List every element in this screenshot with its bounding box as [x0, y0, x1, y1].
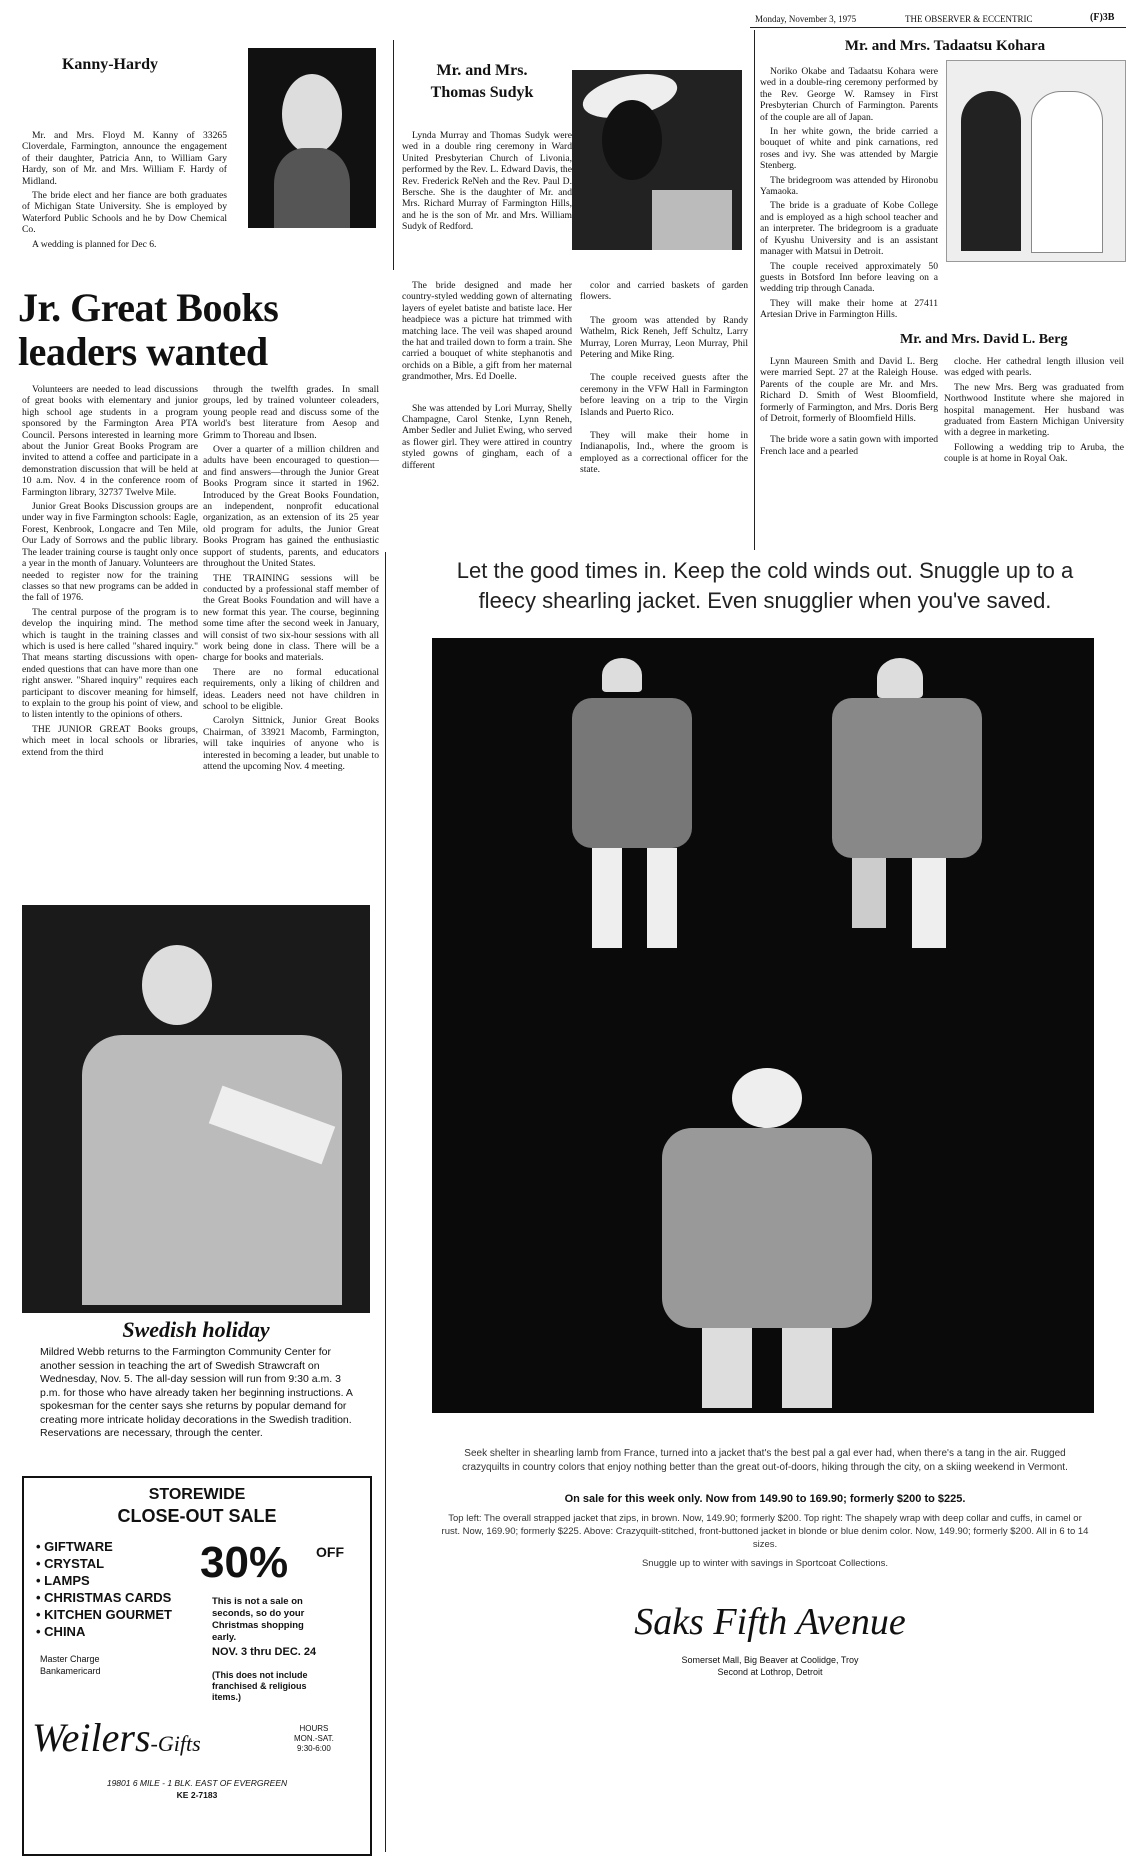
sudyk-title: Mr. and Mrs. Thomas Sudyk [430, 62, 534, 101]
saks-snuggle: Snuggle up to winter with savings in Sportcoat Collections. [641, 1558, 889, 1569]
sudyk-intro: Lynda Murray and Thomas Sudyk were wed in a double ring ceremony in Ward United Presbyterian Church of Livonia, performed by the Rev. L. Edward Davis, the Rev. Frederick ReNeh and the Rev. Paul D. Bersche. She is the daughter of Mr. and Mrs. Richard Murray of Farmington Hills, and he is the son of Mr. and Mrs. William Sudyk of Redford. [402, 130, 572, 233]
page-number: (F)3B [1090, 12, 1115, 23]
saks-copy: Seek shelter in shearling lamb from France, turned into a jacket that's the best pal a gal ever had, when there's a tang in the air. Rugged crazyquilts in country colors that enjoy nothing better than the great out-of-doors, hiking through the city, on a skiing weekend in Vermont. [462, 1448, 1068, 1473]
sudyk-photo [572, 70, 742, 250]
books-headline: Jr. Great Books leaders wanted [18, 285, 279, 374]
kohara-body: Noriko Okabe and Tadaatsu Kohara were wed in a double-ring ceremony performed by the Rev. George W. Ramsey in First Presbyterian Church of Farmington. Parents of the couple are all of Japan. In her white gown, the bride carried a bouquet of white and pink carnations, red roses and ivy. She was attended by Margie Stenberg. The bridegroom was attended by Hironobu Yamaoka. The bride is a graduate of Kobe College and is employed as a high school teacher and an interpreter. The bridegroom is a graduate of Kyushu University and is an assistant manager with Matsui in Detroit. The couple received approximately 50 guests in Botsford Inn before leaving on a wedding trip through Canada. They will make their home at 27411 Artesian Drive in Farmington Hills. [760, 66, 938, 321]
swedish-photo [22, 905, 370, 1313]
berg-col-a: Lynn Maureen Smith and David L. Berg were married Sept. 27 at the Raleigh House. Parents of the couple are Mr. and Mrs. Richard D. Smith of West Bloomfield, formerly of Farmington, and Mrs. Doris Berg of Detroit, formerly of Bloomfield Hills. The bride wore a satin gown with imported French lace and a pearled [760, 356, 938, 457]
kohara-title: Mr. and Mrs. Tadaatsu Kohara [844, 38, 1046, 54]
sudyk-col-a: The bride designed and made her country-styled wedding gown of alternating layers of eyelet batiste and batiste lace. Her headpiece was a picture hat trimmed with matching lace. The veil was shaped around the hat and trailed down to form a train. She carried a bouquet of white stephanotis and orchids on a Bible, a gift from her maternal grandmother, Mrs. Ed Doelle. She was attended by Lori Murray, Shelly Champagne, Carol Stenke, Lynn Reneh, Amber Sedler and Juliet Ewing, who served as flower girl. They were attired in country styled gowns of gingham, each of a different [402, 280, 572, 471]
swedish-caption: Mildred Webb returns to the Farmington Community Center for another session in teaching the art of Swedish Strawcraft on Wednesday, Nov. 5. The all-day session will run from 9:30 a.m. 3 p.m. for those who have already taken her beginning instructions. A spokesman for the center says she returns by popular demand for creating more intricate holiday decorations in the Swedish tradition. Reservations are necessary, through the center. [40, 1346, 353, 1439]
issue-date: Monday, November 3, 1975 [755, 14, 857, 24]
saks-sale: On sale for this week only. Now from 149.90 to 169.90; formerly $200 to $225. [564, 1493, 966, 1505]
berg-title: Mr. and Mrs. David L. Berg [900, 332, 1068, 347]
weilers-logo: Weilers-Gifts [32, 1715, 201, 1760]
kanny-body: Mr. and Mrs. Floyd M. Kanny of 33265 Cloverdale, Farmington, announce the engagement of their daughter, Patricia Ann, to William Gary Hardy, son of Mr. and Mrs. William F. Hardy of Midland. The bride elect and her fiance are both graduates of Michigan State University. She is employed by Waterford Public Schools and he by Dow Chemical Co. A wedding is planned for Dec 6. [22, 130, 227, 250]
saks-headline: Let the good times in. Keep the cold winds out. Snuggle up to a fleecy shearling jacket. Even snugglier when you've saved. [456, 558, 1074, 613]
books-col-a: Volunteers are needed to lead discussions of great books with elementary and junior high school age students in a program sponsored by the Farmington Area PTA Council. Persons interested in learning more about the Junior Great Books Program are invited to attend a coffee and participate in a demonstration discussion that will be held at 10 a.m. Nov. 4 in the conference room of Farmington library, 32737 Twelve Mile. Junior Great Books Discussion groups are under way in five Farmington schools: Eagle, Forest, Kenbrook, Longacre and Ten Mile, Our Lady of Sorrows and the public library. The leader training course is taught only once a year in the month of January. Volunteers are needed to register now for the training classes so that new programs can be added in the fall of 1976. The central purpose of the program is to develop the inquiring mind. The method which is taught in the training classes and which is used is here called "shared inquiry." That means starting discussions with open-ended questions that can have more than one right answer. "Shared inquiry" requires each participant to discover meaning for himself, to explain to the group his point of view, and to listen intently to the opinions of others. THE JUNIOR GREAT Books groups, which meet in local schools or libraries, extend from the third [22, 384, 198, 758]
swedish-title: Swedish holiday [122, 1317, 270, 1342]
saks-addr2: Second at Lothrop, Detroit [717, 1667, 823, 1677]
saks-logo: Saks Fifth Avenue [634, 1601, 906, 1643]
weilers-ad: STOREWIDE CLOSE-OUT SALE • GIFTWARE • CRYSTAL • LAMPS • CHRISTMAS CARDS • KITCHEN GOURMET • CHINA 30% OFF This is not a sale on seconds, so do your Christmas shopping early. NOV. 3 thru DEC. 24 Master Charge Bankamericard (This does not include franchised & religious items.) Weilers-Gifts HOURS MON.-SAT. 9:30-6:00 19801 6 MILE - 1 BLK. EAST OF EVERGREEN KE 2-7183 [22, 1476, 372, 1856]
saks-details: Top left: The overall strapped jacket that zips, in brown. Now, 149.90; formerly $200. Top right: The shapely wrap with deep collar and cuffs, in camel or rust. Now, 169.90; formerly $225. Above: Crazyquilt-stitched, front-buttoned jacket in blonde or blue denim color. Now, 149.90; formerly $200. All in 6 to 14 sizes. [441, 1513, 1089, 1550]
books-col-b: through the twelfth grades. In small groups, led by trained volunteer coleaders, young people read and discuss some of the world's best literature from Aesop and Grimm to Thoreau and Ibsen. Over a quarter of a million children and adults have been encouraged to question—and find answers—through the Junior Great Books Program since it started in 1962. Introduced by the Great Books Foundation, an independent, nonprofit educational organization, as an extension of its 25 year old program for adults, the Junior Great Books Program has gained the enthusiastic support of students, parents, and educators throughout the United States. THE TRAINING sessions will be conducted by a professional staff member of the Great Books Foundation and will have a new format this year. The course, beginning some time after the second week in January, will consist of two six-hour sessions with all work being done in class. There will be a charge for books and materials. There are no formal educational requirements, only a liking of children and ideas. Leaders need not have children in school to be eligible. Carolyn Sittnick, Junior Great Books Chairman, of 33921 Macomb, Farmington, will take inquiries of anyone who is interested in becoming a leader, but unable to attend the upcoming Nov. 4 meeting. [203, 384, 379, 772]
weilers-items: • GIFTWARE • CRYSTAL • LAMPS • CHRISTMAS CARDS • KITCHEN GOURMET • CHINA [36, 1539, 173, 1639]
saks-photo [432, 638, 1094, 1413]
paper-name: THE OBSERVER & ECCENTRIC [905, 14, 1033, 24]
kohara-photo [946, 60, 1126, 262]
weilers-percent: 30% [200, 1538, 289, 1587]
saks-addr1: Somerset Mall, Big Beaver at Coolidge, Troy [681, 1655, 859, 1665]
berg-col-b: cloche. Her cathedral length illusion veil was edged with pearls. The new Mrs. Berg was graduated from Northwood Institute where she majored in hospital management. Her husband was graduated from Eastern Michigan University with a degree in marketing. Following a wedding trip to Aruba, the couple is at home in Royal Oak. [944, 356, 1124, 465]
sudyk-col-b: color and carried baskets of garden flowers. The groom was attended by Randy Wathelm, Rick Reneh, Jeff Schultz, Larry Murray, Loren Murray, Leon Murray, Phil Petering and Mike Ring. The couple received guests after the ceremony in the VFW Hall in Farmington before leaving on a trip to the Virgin Islands and Puerto Rico. They will make their home in Indianapolis, Ind., where the groom is employed as a correctional officer for the state. [580, 280, 748, 476]
kanny-portrait [248, 48, 376, 228]
kanny-title: Kanny-Hardy [61, 56, 158, 73]
